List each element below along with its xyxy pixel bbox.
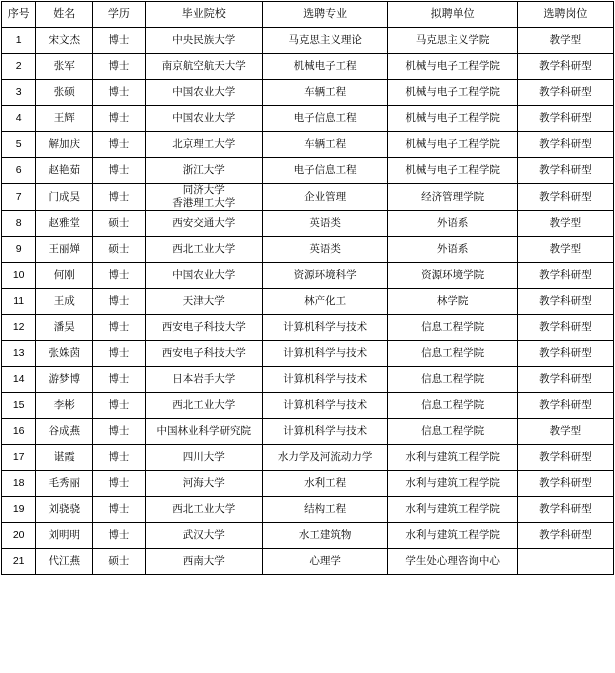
cell-school: 河海大学 — [145, 471, 262, 497]
table-row — [2, 106, 614, 132]
cell-unit: 外语系 — [388, 237, 517, 263]
table-row — [2, 158, 614, 184]
cell-major: 英语类 — [262, 237, 387, 263]
cell-major: 结构工程 — [262, 497, 387, 523]
cell-post: 教学科研型 — [517, 445, 613, 471]
cell-major: 英语类 — [262, 211, 387, 237]
table-row — [2, 419, 614, 445]
cell-school: 北京理工大学 — [145, 132, 262, 158]
cell-name: 赵艳茹 — [36, 158, 93, 184]
cell-no: 6 — [2, 158, 36, 184]
cell-unit: 信息工程学院 — [388, 419, 517, 445]
cell-post — [517, 549, 613, 575]
table-row — [2, 471, 614, 497]
cell-school: 日本岩手大学 — [145, 367, 262, 393]
table-row — [2, 237, 614, 263]
cell-school-line-1: 同济大学 — [182, 184, 225, 196]
cell-unit: 机械与电子工程学院 — [388, 106, 517, 132]
cell-major: 计算机科学与技术 — [262, 367, 387, 393]
cell-no: 7 — [2, 184, 36, 211]
cell-unit: 水利与建筑工程学院 — [388, 523, 517, 549]
cell-unit: 马克思主义学院 — [388, 28, 517, 54]
cell-post: 教学科研型 — [517, 393, 613, 419]
cell-education: 博士 — [93, 523, 146, 549]
cell-no: 19 — [2, 497, 36, 523]
cell-education: 博士 — [93, 106, 146, 132]
cell-major: 计算机科学与技术 — [262, 341, 387, 367]
cell-school: 浙江大学 — [145, 158, 262, 184]
cell-name: 解加庆 — [36, 132, 93, 158]
cell-post: 教学科研型 — [517, 106, 613, 132]
cell-no: 9 — [2, 237, 36, 263]
table-row — [2, 80, 614, 106]
cell-major: 电子信息工程 — [262, 106, 387, 132]
cell-post: 教学科研型 — [517, 471, 613, 497]
cell-school: 中国农业大学 — [145, 263, 262, 289]
cell-unit: 经济管理学院 — [388, 184, 517, 211]
cell-name: 游梦博 — [36, 367, 93, 393]
cell-name: 张军 — [36, 54, 93, 80]
cell-unit: 水利与建筑工程学院 — [388, 445, 517, 471]
table-row — [2, 393, 614, 419]
cell-name: 潘昊 — [36, 315, 93, 341]
table-row — [2, 184, 614, 211]
cell-name: 王丽婵 — [36, 237, 93, 263]
cell-post: 教学科研型 — [517, 523, 613, 549]
cell-no: 1 — [2, 28, 36, 54]
cell-no: 10 — [2, 263, 36, 289]
column-header-major: 选聘专业 — [262, 2, 387, 28]
cell-post: 教学型 — [517, 237, 613, 263]
cell-no: 3 — [2, 80, 36, 106]
cell-post: 教学型 — [517, 419, 613, 445]
cell-major: 车辆工程 — [262, 80, 387, 106]
table-header-row — [2, 2, 614, 28]
column-header-education: 学历 — [93, 2, 146, 28]
cell-education: 博士 — [93, 54, 146, 80]
cell-unit: 机械与电子工程学院 — [388, 80, 517, 106]
cell-education: 博士 — [93, 80, 146, 106]
cell-name: 刘骁骁 — [36, 497, 93, 523]
cell-unit: 信息工程学院 — [388, 393, 517, 419]
cell-school: 中国林业科学研究院 — [145, 419, 262, 445]
cell-post: 教学科研型 — [517, 341, 613, 367]
cell-school: 西北工业大学 — [145, 497, 262, 523]
cell-major: 机械电子工程 — [262, 54, 387, 80]
cell-post: 教学科研型 — [517, 80, 613, 106]
cell-unit: 信息工程学院 — [388, 367, 517, 393]
cell-name: 赵雅堂 — [36, 211, 93, 237]
cell-no: 11 — [2, 289, 36, 315]
cell-education: 博士 — [93, 28, 146, 54]
cell-education: 博士 — [93, 315, 146, 341]
table-row — [2, 54, 614, 80]
cell-major: 计算机科学与技术 — [262, 393, 387, 419]
cell-unit: 外语系 — [388, 211, 517, 237]
cell-education: 博士 — [93, 158, 146, 184]
table-row — [2, 132, 614, 158]
cell-education: 博士 — [93, 393, 146, 419]
cell-school: 西安电子科技大学 — [145, 341, 262, 367]
cell-name: 李彬 — [36, 393, 93, 419]
cell-post: 教学科研型 — [517, 132, 613, 158]
cell-major: 水利工程 — [262, 471, 387, 497]
cell-name: 宋文杰 — [36, 28, 93, 54]
cell-name: 张姝茵 — [36, 341, 93, 367]
cell-name: 王辉 — [36, 106, 93, 132]
cell-unit: 资源环境学院 — [388, 263, 517, 289]
cell-major: 车辆工程 — [262, 132, 387, 158]
cell-unit: 机械与电子工程学院 — [388, 54, 517, 80]
cell-school: 天津大学 — [145, 289, 262, 315]
cell-name: 毛秀丽 — [36, 471, 93, 497]
cell-school: 中国农业大学 — [145, 106, 262, 132]
cell-unit: 机械与电子工程学院 — [388, 132, 517, 158]
cell-school: 西北工业大学 — [145, 237, 262, 263]
cell-post: 教学科研型 — [517, 497, 613, 523]
column-header-unit: 拟聘单位 — [388, 2, 517, 28]
cell-name: 刘明明 — [36, 523, 93, 549]
cell-major: 企业管理 — [262, 184, 387, 211]
cell-unit: 信息工程学院 — [388, 341, 517, 367]
table-row — [2, 211, 614, 237]
cell-no: 20 — [2, 523, 36, 549]
table-row — [2, 367, 614, 393]
cell-major: 计算机科学与技术 — [262, 419, 387, 445]
cell-school: 中央民族大学 — [145, 28, 262, 54]
cell-no: 5 — [2, 132, 36, 158]
cell-education: 博士 — [93, 367, 146, 393]
cell-major: 计算机科学与技术 — [262, 315, 387, 341]
table-header — [2, 2, 614, 28]
cell-name: 门成昊 — [36, 184, 93, 211]
table-row — [2, 289, 614, 315]
cell-education: 硕士 — [93, 237, 146, 263]
cell-no: 17 — [2, 445, 36, 471]
cell-education: 硕士 — [93, 549, 146, 575]
cell-school — [145, 184, 262, 211]
cell-no: 4 — [2, 106, 36, 132]
cell-school: 西安电子科技大学 — [145, 315, 262, 341]
cell-education: 博士 — [93, 184, 146, 211]
column-header-no: 序号 — [2, 2, 36, 28]
cell-post: 教学科研型 — [517, 289, 613, 315]
cell-education: 硕士 — [93, 211, 146, 237]
cell-name: 谌霞 — [36, 445, 93, 471]
cell-name: 谷成燕 — [36, 419, 93, 445]
cell-no: 21 — [2, 549, 36, 575]
cell-education: 博士 — [93, 289, 146, 315]
table-row — [2, 497, 614, 523]
cell-major: 电子信息工程 — [262, 158, 387, 184]
cell-school: 西安交通大学 — [145, 211, 262, 237]
cell-no: 18 — [2, 471, 36, 497]
table-row — [2, 263, 614, 289]
cell-no: 15 — [2, 393, 36, 419]
cell-education: 博士 — [93, 471, 146, 497]
cell-no: 14 — [2, 367, 36, 393]
cell-post: 教学科研型 — [517, 158, 613, 184]
cell-school: 中国农业大学 — [145, 80, 262, 106]
cell-major: 马克思主义理论 — [262, 28, 387, 54]
table-row — [2, 341, 614, 367]
table-row — [2, 28, 614, 54]
table-body — [2, 28, 614, 575]
cell-school: 四川大学 — [145, 445, 262, 471]
cell-unit: 水利与建筑工程学院 — [388, 497, 517, 523]
cell-education: 博士 — [93, 445, 146, 471]
cell-no: 16 — [2, 419, 36, 445]
cell-no: 12 — [2, 315, 36, 341]
cell-unit: 水利与建筑工程学院 — [388, 471, 517, 497]
cell-name: 何刚 — [36, 263, 93, 289]
cell-school: 西南大学 — [145, 549, 262, 575]
cell-unit: 林学院 — [388, 289, 517, 315]
cell-major: 资源环境科学 — [262, 263, 387, 289]
cell-school: 南京航空航天大学 — [145, 54, 262, 80]
cell-major: 心理学 — [262, 549, 387, 575]
cell-education: 博士 — [93, 497, 146, 523]
cell-unit: 信息工程学院 — [388, 315, 517, 341]
cell-school: 西北工业大学 — [145, 393, 262, 419]
cell-education: 博士 — [93, 263, 146, 289]
cell-post: 教学科研型 — [517, 54, 613, 80]
column-header-name: 姓名 — [36, 2, 93, 28]
recruitment-table — [1, 1, 614, 575]
cell-post: 教学科研型 — [517, 184, 613, 211]
cell-unit: 机械与电子工程学院 — [388, 158, 517, 184]
column-header-post: 选聘岗位 — [517, 2, 613, 28]
cell-post: 教学科研型 — [517, 367, 613, 393]
cell-no: 2 — [2, 54, 36, 80]
column-header-school: 毕业院校 — [145, 2, 262, 28]
cell-school: 武汉大学 — [145, 523, 262, 549]
table-row — [2, 315, 614, 341]
cell-post: 教学型 — [517, 28, 613, 54]
table-row — [2, 549, 614, 575]
cell-major: 水工建筑物 — [262, 523, 387, 549]
cell-no: 8 — [2, 211, 36, 237]
cell-education: 博士 — [93, 341, 146, 367]
table-row — [2, 523, 614, 549]
cell-name: 代江燕 — [36, 549, 93, 575]
cell-name: 张硕 — [36, 80, 93, 106]
cell-major: 林产化工 — [262, 289, 387, 315]
cell-education: 博士 — [93, 132, 146, 158]
cell-no: 13 — [2, 341, 36, 367]
cell-name: 王成 — [36, 289, 93, 315]
cell-post: 教学型 — [517, 211, 613, 237]
cell-school-line-2: 香港理工大学 — [172, 197, 236, 210]
cell-education: 博士 — [93, 419, 146, 445]
cell-major: 水力学及河流动力学 — [262, 445, 387, 471]
cell-post: 教学科研型 — [517, 315, 613, 341]
cell-post: 教学科研型 — [517, 263, 613, 289]
table-row — [2, 445, 614, 471]
cell-unit: 学生处心理咨询中心 — [388, 549, 517, 575]
